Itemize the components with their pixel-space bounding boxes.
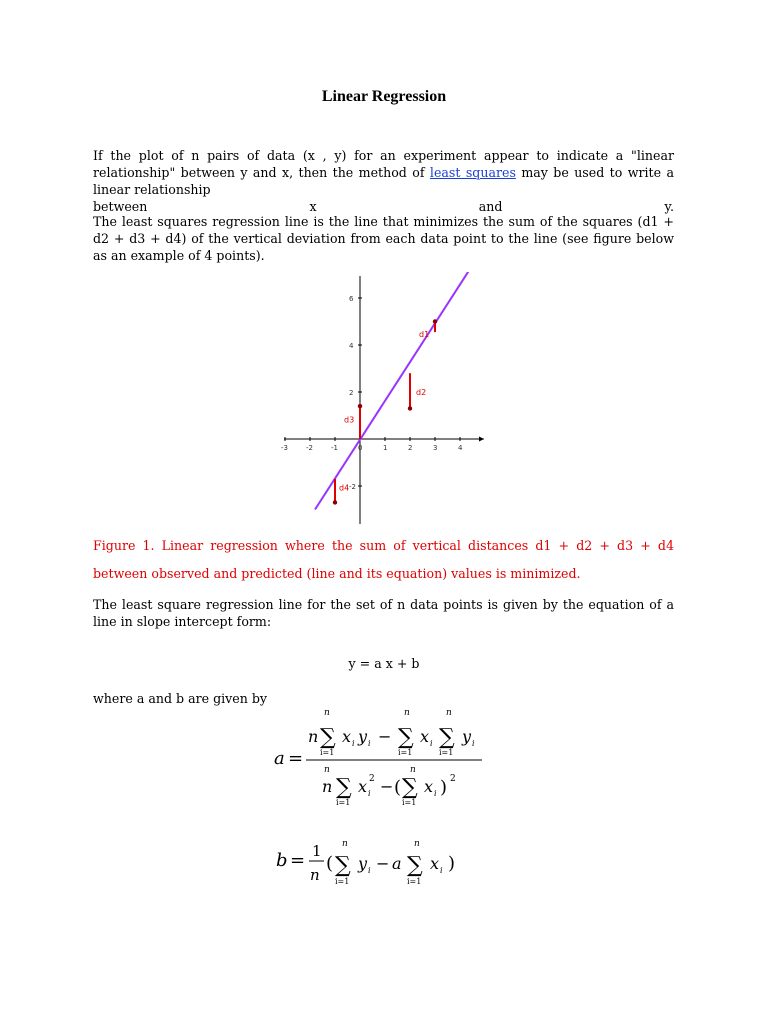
formula-b-sum2-sigma: ∑	[407, 853, 423, 878]
denom-sum1-sigma: ∑	[336, 775, 352, 800]
formula-b-lparen: (	[326, 853, 334, 874]
numer-y1: y	[358, 727, 368, 746]
formula-b-sum2-bottom: i=1	[407, 877, 422, 886]
deviation-label-d4: d4	[339, 483, 350, 493]
y-tick-label: 4	[349, 342, 354, 350]
x-tick-label: 1	[383, 444, 388, 452]
numer-y1-sub: i	[368, 739, 371, 748]
formula-b-sum1-bottom: i=1	[335, 877, 350, 886]
numer-x1-sub: i	[352, 739, 355, 748]
intro-word-y: y.	[664, 199, 674, 214]
y-tick-label: 2	[349, 389, 354, 397]
formula-b-x: x	[430, 854, 440, 873]
denom-x1-sub: i	[368, 789, 371, 798]
formula-b-a: a	[392, 854, 402, 873]
intro-word-x: x	[309, 199, 317, 214]
intro-word-and: and	[478, 199, 503, 214]
denom-sum2-top: n	[410, 765, 416, 775]
numer-x2: x	[420, 727, 430, 746]
formula-b-x-sub: i	[440, 866, 443, 875]
data-point-d4	[333, 500, 337, 504]
y-tick-label: -2	[349, 483, 356, 491]
intro-text-before-link: If the plot of n pairs of data (x , y) for an experiment appear to indicate a "linear relationship" between y and x, then the method of	[93, 148, 674, 180]
slope-intercept-paragraph: The least square regression line for the set of n data points is given by the equation of a line in slope intercept form:	[93, 597, 674, 629]
denom-n: n	[322, 777, 333, 796]
x-tick-label: 2	[408, 444, 413, 452]
where-text: where a and b are given by	[93, 691, 268, 706]
intro-text-after-link: may be used to write a linear relationship	[93, 165, 674, 197]
y-tick-label: 6	[349, 295, 354, 303]
data-point-d2	[408, 406, 412, 410]
formula-b-sum1-top: n	[342, 839, 348, 849]
denom-x1: x	[358, 777, 368, 796]
figure-caption: Figure 1. Linear regression where the sum of vertical distances d1 + d2 + d3 + d4 between observed and predicted (line and its equation) values is minimized.	[93, 538, 674, 581]
numer-sum3-top: n	[446, 708, 452, 718]
formula-b-sum1-sigma: ∑	[335, 853, 351, 878]
denom-minus: −	[380, 777, 394, 796]
numer-y2-sub: i	[472, 739, 475, 748]
least-squares-paragraph: The least squares regression line is the line that minimizes the sum of the squares (d1 + d2 + d3 + d4) of the vertical deviation from each data point to the line (see figure below as an example of 4 points).	[93, 214, 674, 263]
denom-sum1-top: n	[324, 765, 330, 775]
x-tick-label: -1	[331, 444, 338, 452]
formula-a	[268, 700, 498, 812]
numer-n: n	[308, 727, 319, 746]
formula-a-lhs: a	[274, 748, 285, 769]
formula-b-sum2-top: n	[414, 839, 420, 849]
formula-b-y: y	[358, 854, 368, 873]
page-title: Linear Regression	[321, 88, 447, 105]
formula-b-minus: −	[376, 854, 390, 873]
deviation-label-d2: d2	[416, 387, 427, 397]
denom-rparen: )	[440, 777, 448, 798]
x-tick-label: 3	[433, 444, 438, 452]
line-equation: y = a x + b	[348, 656, 420, 671]
formula-b-lhs: b	[276, 850, 288, 871]
regression-line	[315, 272, 473, 510]
denom-x2: x	[424, 777, 434, 796]
intro-paragraph	[93, 147, 674, 215]
numer-sum3-sigma: ∑	[439, 725, 455, 750]
numer-x1: x	[342, 727, 352, 746]
denom-x1-sq: 2	[369, 774, 375, 784]
least-squares-link[interactable]: least squares	[429, 165, 516, 180]
denom-sum1-bottom: i=1	[336, 798, 351, 807]
formula-a-equals: =	[288, 748, 304, 769]
formula-b-rparen: )	[448, 853, 456, 874]
regression-figure	[270, 272, 500, 527]
formula-b-y-sub: i	[368, 866, 371, 875]
deviation-label-d3: d3	[344, 415, 355, 425]
x-tick-label: 4	[458, 444, 463, 452]
formula-b-equals: =	[290, 850, 306, 871]
denom-sum2-sigma: ∑	[402, 775, 418, 800]
formula-b-n: n	[310, 866, 320, 884]
formula-b-one: 1	[312, 842, 322, 860]
denom-sum2-bottom: i=1	[402, 798, 417, 807]
x-axis-arrow	[479, 437, 484, 442]
numer-sum2-sigma: ∑	[398, 725, 414, 750]
numer-sum1-top: n	[324, 708, 330, 718]
denom-x2-sub: i	[434, 789, 437, 798]
intro-word-between: between	[93, 199, 148, 214]
data-point-d3	[358, 404, 362, 408]
denom-lparen: (	[394, 777, 402, 798]
numer-y2: y	[462, 727, 472, 746]
numer-sum3-bottom: i=1	[439, 748, 454, 757]
numer-sum2-top: n	[404, 708, 410, 718]
numer-minus: −	[378, 727, 392, 746]
data-point-d1	[433, 319, 437, 323]
x-tick-label: -2	[306, 444, 313, 452]
numer-sum1-sigma: ∑	[320, 725, 336, 750]
x-tick-label: -3	[281, 444, 288, 452]
numer-x2-sub: i	[430, 739, 433, 748]
formula-b	[268, 836, 478, 896]
numer-sum2-bottom: i=1	[398, 748, 413, 757]
x-tick-label: 0	[358, 444, 363, 452]
denom-sq: 2	[450, 774, 456, 784]
numer-sum1-bottom: i=1	[320, 748, 335, 757]
deviation-label-d1: d1	[419, 329, 430, 339]
